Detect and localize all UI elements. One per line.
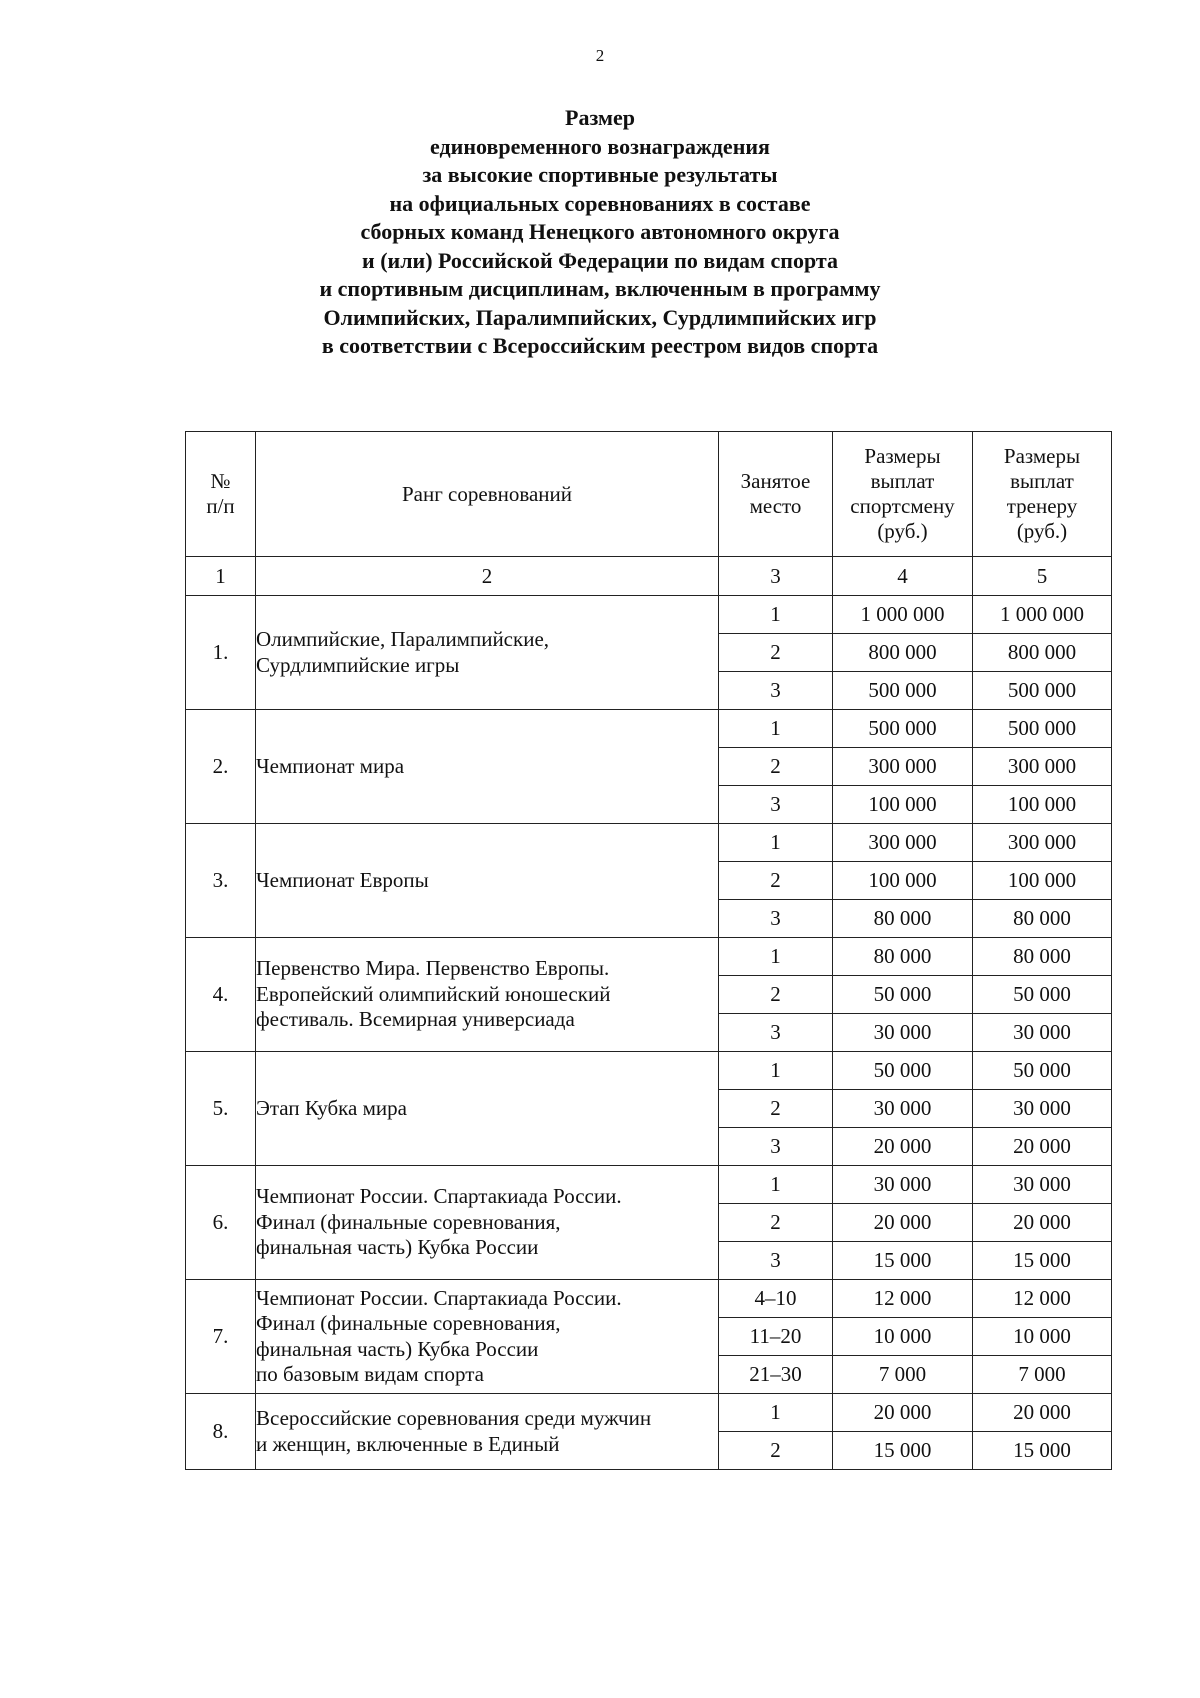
- competition-rank: [256, 596, 719, 710]
- table-row: [186, 938, 1112, 976]
- coach-pay-cell: 50 000: [973, 1052, 1112, 1090]
- header-rank: [256, 432, 719, 557]
- competition-rank: [256, 824, 719, 938]
- place-cell: 1: [719, 824, 833, 862]
- place-cell: 3: [719, 1242, 833, 1280]
- row-number: 2.: [186, 710, 256, 824]
- athlete-pay-cell: 20 000: [833, 1394, 973, 1432]
- coach-pay-cell: 80 000: [973, 938, 1112, 976]
- title-line: в соответствии с Всероссийским реестром видов спорта: [321, 333, 879, 358]
- header-row: [186, 432, 1112, 557]
- coach-pay-cell: 300 000: [973, 748, 1112, 786]
- competition-rank-line: фестиваль. Всемирная универсиада: [256, 1007, 575, 1032]
- title-line: Олимпийских, Паралимпийских, Сурдлимпийских игр: [323, 304, 877, 330]
- competition-rank: [256, 710, 719, 824]
- awards-table: [185, 431, 1112, 1470]
- competition-rank-line: финальная часть) Кубка России: [256, 1336, 539, 1361]
- athlete-pay-cell: 50 000: [833, 976, 973, 1014]
- place-cell: 3: [719, 672, 833, 710]
- table-row: [186, 1052, 1112, 1090]
- coach-pay-cell: 20 000: [973, 1394, 1112, 1432]
- place-cell: 3: [719, 900, 833, 938]
- competition-rank-line: по базовым видам спорта: [256, 1362, 484, 1386]
- header-num-line: №: [210, 469, 231, 493]
- column-number: 2: [256, 557, 719, 596]
- header-athlete-pay: [833, 432, 973, 557]
- coach-pay-cell: 300 000: [973, 824, 1112, 862]
- header-athlete-line: спортсмену: [850, 494, 955, 518]
- athlete-pay-cell: 800 000: [833, 634, 973, 672]
- athlete-pay-cell: 80 000: [833, 938, 973, 976]
- header-athlete-line: (руб.): [877, 519, 928, 543]
- column-number: 1: [186, 557, 256, 596]
- coach-pay-cell: 50 000: [973, 976, 1112, 1014]
- athlete-pay-cell: 500 000: [833, 710, 973, 748]
- athlete-pay-cell: 100 000: [833, 786, 973, 824]
- row-number: 8.: [186, 1394, 256, 1470]
- athlete-pay-cell: 30 000: [833, 1166, 973, 1204]
- place-cell: 2: [719, 1432, 833, 1470]
- place-cell: 1: [719, 1052, 833, 1090]
- place-cell: 11–20: [719, 1318, 833, 1356]
- header-rank-line: Ранг соревнований: [401, 481, 573, 506]
- place-cell: 2: [719, 1204, 833, 1242]
- competition-rank: [256, 1394, 719, 1470]
- place-cell: 2: [719, 634, 833, 672]
- header-place-line: Занятое: [740, 469, 811, 493]
- place-cell: 2: [719, 1090, 833, 1128]
- place-cell: 1: [719, 710, 833, 748]
- place-cell: 1: [719, 1166, 833, 1204]
- competition-rank-line: Всероссийские соревнования среди мужчин: [256, 1406, 652, 1430]
- competition-rank: [256, 1166, 719, 1280]
- title-line: и спортивным дисциплинам, включенным в программу: [319, 276, 881, 301]
- table-row: [186, 1166, 1112, 1204]
- competition-rank-line: и женщин, включенные в Единый: [256, 1431, 560, 1456]
- coach-pay-cell: 20 000: [973, 1128, 1112, 1166]
- athlete-pay-cell: 7 000: [833, 1356, 973, 1394]
- place-cell: 3: [719, 1014, 833, 1052]
- place-cell: 2: [719, 862, 833, 900]
- competition-rank-line: Финал (финальные соревнования,: [256, 1311, 561, 1335]
- page-number: 2: [595, 46, 605, 65]
- competition-rank-line: Сурдлимпийские игры: [256, 652, 460, 677]
- place-cell: 3: [719, 786, 833, 824]
- athlete-pay-cell: 300 000: [833, 748, 973, 786]
- table-row: [186, 1280, 1112, 1318]
- coach-pay-cell: 12 000: [973, 1280, 1112, 1318]
- athlete-pay-cell: 30 000: [833, 1090, 973, 1128]
- row-number: 7.: [186, 1280, 256, 1394]
- coach-pay-cell: 800 000: [973, 634, 1112, 672]
- coach-pay-cell: 1 000 000: [973, 596, 1112, 634]
- place-cell: 2: [719, 748, 833, 786]
- header-coach-line: выплат: [1010, 469, 1074, 493]
- athlete-pay-cell: 20 000: [833, 1204, 973, 1242]
- table-row: [186, 824, 1112, 862]
- place-cell: 3: [719, 1128, 833, 1166]
- row-number: 1.: [186, 596, 256, 710]
- column-number: 4: [833, 557, 973, 596]
- coach-pay-cell: 20 000: [973, 1204, 1112, 1242]
- competition-rank-line: Чемпионат России. Спартакиада России.: [256, 1184, 622, 1209]
- title-line: за высокие спортивные результаты: [422, 162, 778, 187]
- athlete-pay-cell: 15 000: [833, 1432, 973, 1470]
- competition-rank-line: Чемпионат мира: [256, 753, 405, 778]
- coach-pay-cell: 15 000: [973, 1242, 1112, 1280]
- place-cell: 1: [719, 596, 833, 634]
- header-num: [186, 432, 256, 557]
- competition-rank-line: Чемпионат Европы: [256, 867, 429, 892]
- athlete-pay-cell: 80 000: [833, 900, 973, 938]
- coach-pay-cell: 500 000: [973, 672, 1112, 710]
- column-number-row: [186, 557, 1112, 596]
- title-line: единовременного вознаграждения: [430, 133, 770, 159]
- competition-rank-line: Этап Кубка мира: [256, 1095, 407, 1120]
- coach-pay-cell: 7 000: [973, 1356, 1112, 1394]
- competition-rank-line: финальная часть) Кубка России: [256, 1235, 539, 1260]
- coach-pay-cell: 10 000: [973, 1318, 1112, 1356]
- place-cell: 2: [719, 976, 833, 1014]
- competition-rank: [256, 1280, 719, 1394]
- athlete-pay-cell: 12 000: [833, 1280, 973, 1318]
- header-coach-pay: [973, 432, 1112, 557]
- place-cell: 1: [719, 1394, 833, 1432]
- place-cell: 21–30: [719, 1356, 833, 1394]
- athlete-pay-cell: 30 000: [833, 1014, 973, 1052]
- competition-rank-line: Финал (финальные соревнования,: [256, 1209, 561, 1234]
- athlete-pay-cell: 15 000: [833, 1242, 973, 1280]
- athlete-pay-cell: 20 000: [833, 1128, 973, 1166]
- title-line: на официальных соревнованиях в составе: [389, 190, 811, 216]
- row-number: 3.: [186, 824, 256, 938]
- row-number: 4.: [186, 938, 256, 1052]
- column-number: 3: [719, 557, 833, 596]
- athlete-pay-cell: 300 000: [833, 824, 973, 862]
- coach-pay-cell: 80 000: [973, 900, 1112, 938]
- table-row: [186, 710, 1112, 748]
- header-coach-line: (руб.): [1016, 519, 1068, 543]
- title-line: сборных команд Ненецкого автономного округа: [360, 219, 840, 244]
- athlete-pay-cell: 500 000: [833, 672, 973, 710]
- competition-rank-line: Первенство Мира. Первенство Европы.: [256, 956, 610, 981]
- athlete-pay-cell: 1 000 000: [833, 596, 973, 634]
- competition-rank: [256, 1052, 719, 1166]
- coach-pay-cell: 30 000: [973, 1166, 1112, 1204]
- coach-pay-cell: 15 000: [973, 1432, 1112, 1470]
- header-athlete-line: выплат: [870, 469, 935, 493]
- header-coach-line: тренеру: [1006, 494, 1078, 518]
- coach-pay-cell: 100 000: [973, 862, 1112, 900]
- coach-pay-cell: 500 000: [973, 710, 1112, 748]
- header-place-line: место: [749, 494, 802, 518]
- competition-rank-line: Олимпийские, Паралимпийские,: [256, 627, 550, 651]
- title-line: Размер: [565, 105, 635, 130]
- row-number: 5.: [186, 1052, 256, 1166]
- column-number: 5: [973, 557, 1112, 596]
- athlete-pay-cell: 50 000: [833, 1052, 973, 1090]
- place-cell: 4–10: [719, 1280, 833, 1318]
- competition-rank: [256, 938, 719, 1052]
- title-line: и (или) Российской Федерации по видам спорта: [362, 247, 838, 273]
- competition-rank-line: Чемпионат России. Спартакиада России.: [256, 1285, 622, 1310]
- header-num-line: п/п: [206, 494, 235, 518]
- table-row: [186, 596, 1112, 634]
- document-title: [0, 104, 1200, 361]
- row-number: 6.: [186, 1166, 256, 1280]
- competition-rank-line: Европейский олимпийский юношеский: [256, 981, 611, 1006]
- athlete-pay-cell: 100 000: [833, 862, 973, 900]
- coach-pay-cell: 30 000: [973, 1014, 1112, 1052]
- athlete-pay-cell: 10 000: [833, 1318, 973, 1356]
- header-place: [719, 432, 833, 557]
- place-cell: 1: [719, 938, 833, 976]
- coach-pay-cell: 100 000: [973, 786, 1112, 824]
- header-coach-line: Размеры: [1003, 444, 1081, 468]
- table-row: [186, 1394, 1112, 1432]
- coach-pay-cell: 30 000: [973, 1090, 1112, 1128]
- header-athlete-line: Размеры: [864, 444, 941, 468]
